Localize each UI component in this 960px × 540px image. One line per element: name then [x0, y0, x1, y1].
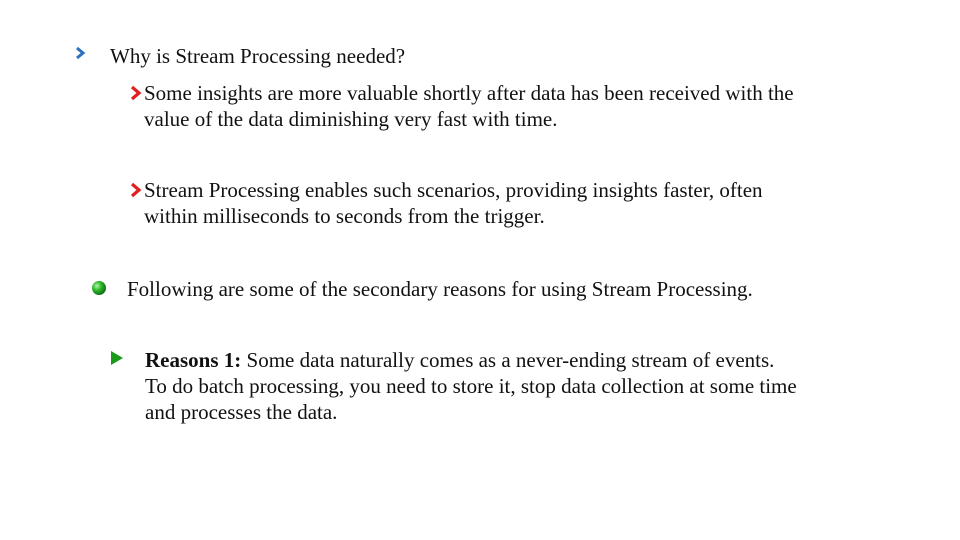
sub-point-1-line-1: Some insights are more valuable shortly after data has been received with the	[144, 81, 794, 105]
heading-text: Why is Stream Processing needed?	[110, 44, 406, 68]
secondary-text: Following are some of the secondary reasons for using Stream Processing.	[127, 277, 753, 301]
reason-text	[145, 347, 797, 425]
green-dot-icon	[91, 280, 107, 296]
chevron-right-icon	[129, 85, 143, 101]
sub-point-2-line-1: Stream Processing enables such scenarios, providing insights faster, often	[144, 178, 763, 202]
chevron-right-icon	[129, 182, 143, 198]
sub-point-2-line-2: within milliseconds to seconds from the trigger.	[144, 204, 545, 228]
sub-point-2-text	[144, 177, 763, 229]
reason-line-1	[145, 347, 797, 373]
triangle-right-icon	[109, 350, 125, 366]
reason-line-3: and processes the data.	[145, 400, 338, 424]
chevron-right-icon	[74, 46, 86, 60]
reason-line-2: To do batch processing, you need to store it, stop data collection at some time	[145, 374, 797, 398]
reason-label: Reasons 1:	[145, 348, 242, 372]
sub-point-1-line-2: value of the data diminishing very fast with time.	[144, 107, 558, 131]
reason-line-1-text: Some data naturally comes as a never-ending stream of events.	[241, 348, 775, 372]
sub-point-1-text	[144, 80, 794, 132]
